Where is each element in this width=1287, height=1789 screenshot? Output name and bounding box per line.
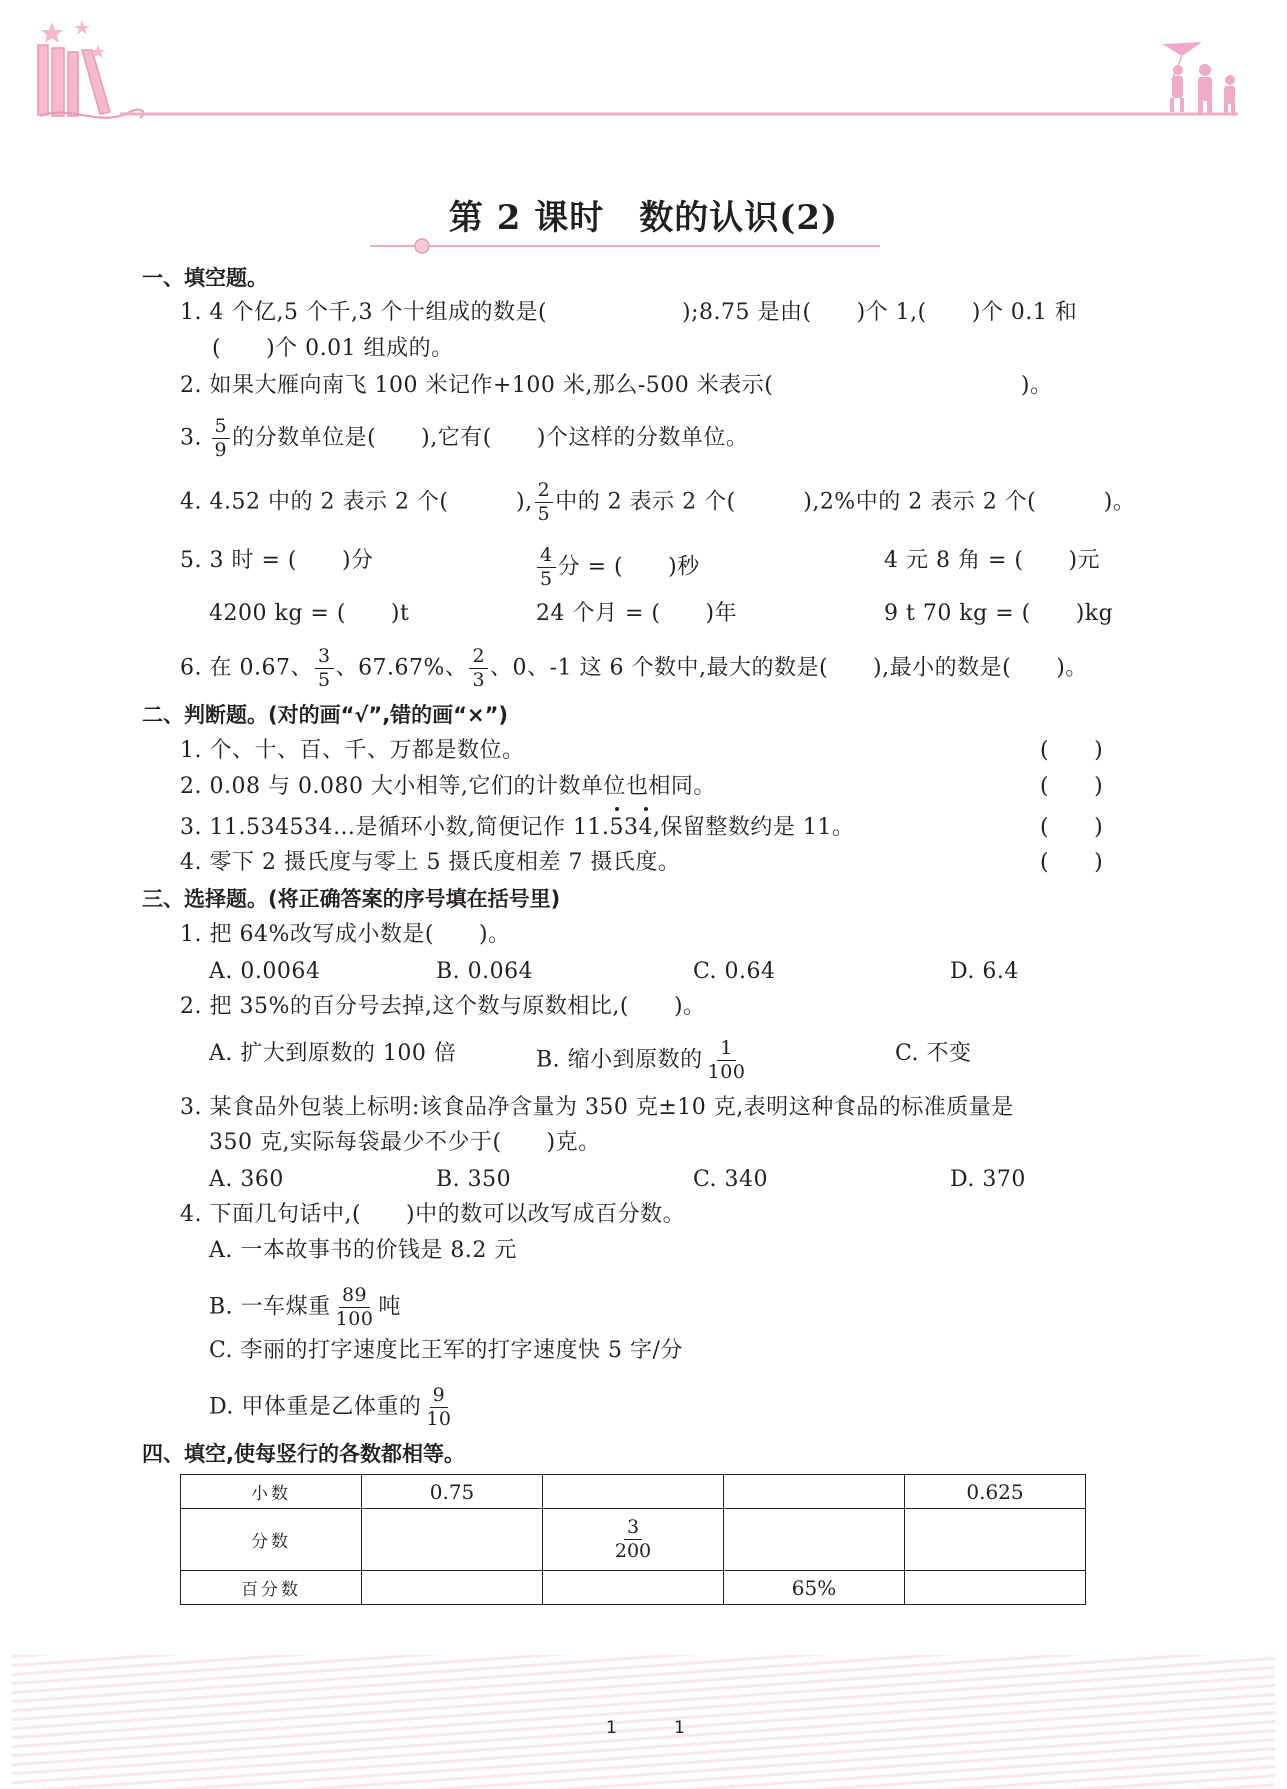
question-1-1-line2: ( )个 0.01 组成的。 xyxy=(212,336,454,361)
table-row xyxy=(181,1475,1086,1509)
question-2-1: 1. 个、十、百、千、万都是数位。 xyxy=(180,738,525,763)
fraction-4-5: $\frac{4}{5}$ xyxy=(537,546,556,589)
question-1-6 xyxy=(180,647,1088,690)
table-row xyxy=(181,1509,1086,1571)
section-heading-fill-table: 四、填空,使每竖行的各数都相等。 xyxy=(142,1442,465,1466)
q3-number: 3. xyxy=(180,425,202,451)
fraction-3-200: $\frac{3}{200}$ xyxy=(614,1516,652,1562)
q6-text-pre: 6. 在 0.67、 xyxy=(180,655,313,681)
option-3-1-b: B. 0.064 xyxy=(436,959,534,984)
question-3-3-line1: 3. 某食品外包装上标明:该食品净含量为 350 克±10 克,表明这种食品的标准质量是 xyxy=(180,1095,1014,1120)
row-label-fraction: 分数 xyxy=(181,1509,362,1571)
fraction-5-9: $\frac{5}{9}$ xyxy=(212,417,231,460)
question-1-2: 2. 如果大雁向南飞 100 米记作+100 米,那么-500 米表示( )。 xyxy=(180,373,1053,398)
option-3-3-c: C. 340 xyxy=(693,1167,769,1192)
question-3-1: 1. 把 64%改写成小数是( )。 xyxy=(180,922,511,947)
question-1-5-e: 24 个月 = ( )年 xyxy=(536,601,738,626)
row-label-percent: 百分数 xyxy=(181,1571,362,1605)
table-cell[interactable] xyxy=(362,1509,543,1571)
question-2-4: 4. 零下 2 摄氏度与零上 5 摄氏度相差 7 摄氏度。 xyxy=(180,850,681,875)
option-3-1-d: D. 6.4 xyxy=(950,959,1019,984)
option-3-2-b xyxy=(536,1039,750,1082)
q2-3-text-post: ,保留整数约是 11。 xyxy=(652,815,855,840)
option-3-3-b: B. 350 xyxy=(436,1167,512,1192)
table-cell[interactable] xyxy=(724,1509,905,1571)
header-decoration xyxy=(0,0,1287,140)
q5b-text: 分 = ( )秒 xyxy=(557,554,700,580)
children-kite-icon xyxy=(1162,42,1235,114)
q6-text-mid: 、67.67%、 xyxy=(335,655,468,681)
option-3-4-c: C. 李丽的打字速度比王军的打字速度快 5 字/分 xyxy=(209,1338,683,1363)
table-cell[interactable]: 0.625 xyxy=(905,1475,1086,1509)
question-3-4: 4. 下面几句话中,( )中的数可以改写成百分数。 xyxy=(180,1202,686,1227)
option-3-3-d: D. 370 xyxy=(950,1167,1026,1192)
option-3-2-c: C. 不变 xyxy=(895,1041,972,1066)
fraction-3-5: $\frac{3}{5}$ xyxy=(315,647,334,690)
answer-paren-2-2: ( ) xyxy=(1040,774,1104,799)
title-bullet-icon xyxy=(415,239,429,253)
question-1-5-a: 5. 3 时 = ( )分 xyxy=(180,548,374,573)
repeating-digit-end: 4 xyxy=(638,813,653,843)
option-3-1-c: C. 0.64 xyxy=(693,959,776,984)
option-3-4-b-unit: 吨 xyxy=(378,1294,401,1320)
question-3-3-line2: 350 克,实际每袋最少不少于( )克。 xyxy=(209,1130,601,1155)
table-cell[interactable] xyxy=(543,1475,724,1509)
title-underline xyxy=(370,236,890,256)
repeating-digit-start: 5 xyxy=(609,813,624,843)
table-cell[interactable] xyxy=(905,1571,1086,1605)
option-3-4-d-text: D. 甲体重是乙体重的 xyxy=(209,1394,422,1420)
table-cell[interactable] xyxy=(905,1509,1086,1571)
section-heading-true-false: 二、判断题。(对的画“√”,错的画“×”) xyxy=(142,703,508,727)
table-row xyxy=(181,1571,1086,1605)
option-3-2-a: A. 扩大到原数的 100 倍 xyxy=(209,1041,457,1066)
q6-text-post: 、0、-1 这 6 个数中,最大的数是( ),最小的数是( )。 xyxy=(490,655,1088,681)
section-heading-fill-blank: 一、填空题。 xyxy=(142,266,268,290)
q3-text: 的分数单位是( ),它有( )个这样的分数单位。 xyxy=(232,425,749,451)
option-3-4-b xyxy=(209,1286,401,1329)
repeating-digit-mid: 3 xyxy=(623,815,639,840)
table-cell[interactable]: 65% xyxy=(724,1571,905,1605)
footer-stripes xyxy=(12,1655,1275,1789)
option-3-4-b-text: B. 一车煤重 xyxy=(209,1294,331,1320)
table-cell[interactable]: 0.75 xyxy=(362,1475,543,1509)
option-3-4-d xyxy=(209,1386,457,1429)
question-3-2: 2. 把 35%的百分号去掉,这个数与原数相比,( )。 xyxy=(180,994,706,1019)
row-label-decimal: 小数 xyxy=(181,1475,362,1509)
question-1-3 xyxy=(180,417,748,460)
answer-paren-2-1: ( ) xyxy=(1040,738,1104,763)
page-number-left: 1 xyxy=(606,1718,617,1738)
q2-3-text-pre: 3. 11.534534…是循环小数,简便记作 11. xyxy=(180,815,610,840)
question-1-4 xyxy=(180,481,1135,524)
page-number-right: 1 xyxy=(674,1718,685,1738)
page-title: 第 2 课时 数的认识(2) xyxy=(448,198,839,238)
table-cell[interactable] xyxy=(543,1509,724,1571)
fraction-2-3: $\frac{2}{3}$ xyxy=(469,647,488,690)
fraction-89-100: $\frac{89}{100}$ xyxy=(335,1284,374,1330)
table-cell[interactable] xyxy=(724,1475,905,1509)
section-heading-multiple-choice: 三、选择题。(将正确答案的序号填在括号里) xyxy=(142,887,561,911)
answer-paren-2-4: ( ) xyxy=(1040,850,1104,875)
q4-text-post: 中的 2 表示 2 个( ),2%中的 2 表示 2 个( )。 xyxy=(555,489,1136,515)
question-2-3 xyxy=(180,813,854,843)
question-1-5-b xyxy=(535,546,700,589)
question-1-1-line1: 1. 4 个亿,5 个千,3 个十组成的数是( );8.75 是由( )个 1,( )个 0.1 和 xyxy=(180,300,1078,325)
question-1-5-f: 9 t 70 kg = ( )kg xyxy=(884,601,1114,626)
fraction-1-100: $\frac{1}{100}$ xyxy=(707,1037,746,1083)
option-3-2-b-text: B. 缩小到原数的 xyxy=(536,1047,703,1073)
fraction-2-5: $\frac{2}{5}$ xyxy=(535,481,554,524)
answer-paren-2-3: ( ) xyxy=(1040,815,1104,840)
option-3-3-a: A. 360 xyxy=(209,1167,284,1192)
question-1-5-d: 4200 kg = ( )t xyxy=(209,601,410,626)
table-cell[interactable] xyxy=(362,1571,543,1605)
question-1-5-c: 4 元 8 角 = ( )元 xyxy=(884,548,1101,573)
fraction-9-10: $\frac{9}{10}$ xyxy=(426,1384,452,1430)
q4-text-pre: 4. 4.52 中的 2 表示 2 个( ), xyxy=(180,489,533,515)
table-cell[interactable] xyxy=(543,1571,724,1605)
option-3-4-a: A. 一本故事书的价钱是 8.2 元 xyxy=(209,1238,517,1263)
option-3-1-a: A. 0.0064 xyxy=(209,959,321,984)
conversion-table xyxy=(180,1474,1086,1605)
question-2-2: 2. 0.08 与 0.080 大小相等,它们的计数单位也相同。 xyxy=(180,774,716,799)
